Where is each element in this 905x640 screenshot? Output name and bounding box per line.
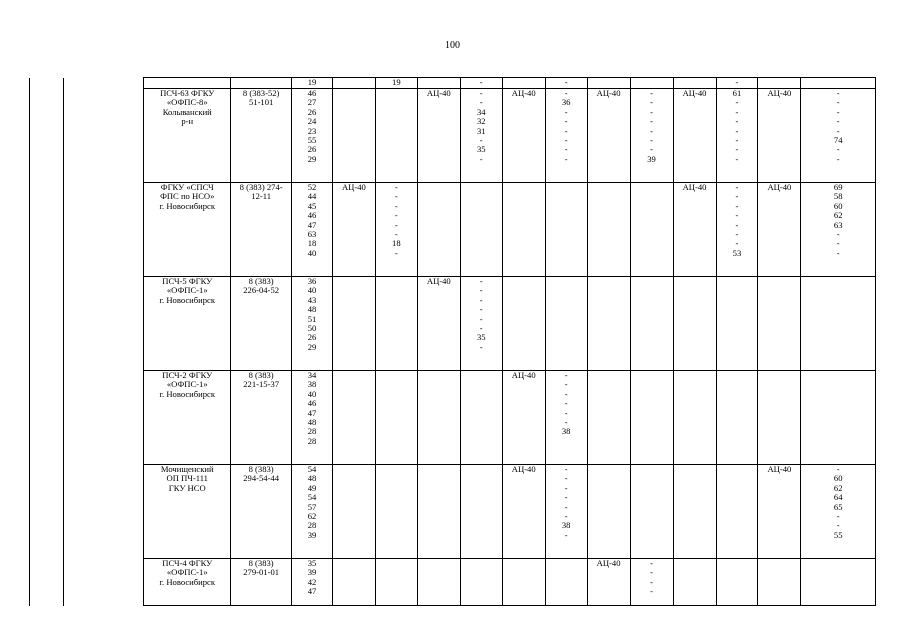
vehicle-cell <box>673 371 716 465</box>
unit-name-cell <box>144 78 231 89</box>
blank-cell <box>63 277 144 371</box>
vehicle-cell: - 36 - - - - - - <box>545 89 587 183</box>
blank-cell <box>63 465 144 559</box>
blank-cell <box>63 559 144 606</box>
vehicle-cell <box>502 559 545 606</box>
vehicle-cell <box>716 559 758 606</box>
vehicle-cell <box>801 371 876 465</box>
vehicle-cell <box>502 78 545 89</box>
vehicle-cell: - - - - - - 35 - <box>460 277 502 371</box>
blank-cell <box>63 78 144 89</box>
vehicle-cell <box>587 183 630 277</box>
vehicle-cell <box>332 559 375 606</box>
vehicle-cell: АЦ-40 <box>673 89 716 183</box>
vehicle-cell: - - - - - 74 - - <box>801 89 876 183</box>
unit-name-cell: ПСЧ-5 ФГКУ «ОФПС-1» г. Новосибирск <box>144 277 231 371</box>
vehicle-cell <box>417 78 460 89</box>
vehicle-cell <box>332 78 375 89</box>
vehicle-cell <box>375 371 417 465</box>
vehicle-cell <box>375 89 417 183</box>
vehicle-cell: - - - - - - - 53 <box>716 183 758 277</box>
distance-cell: 46 27 26 24 23 55 26 29 <box>292 89 333 183</box>
vehicle-cell <box>375 559 417 606</box>
vehicle-cell <box>673 465 716 559</box>
phone-cell: 8 (383) 274- 12-11 <box>231 183 292 277</box>
vehicle-cell: - - - - - - 38 - <box>545 465 587 559</box>
vehicle-cell <box>332 371 375 465</box>
vehicle-cell: АЦ-40 <box>332 183 375 277</box>
vehicle-cell <box>758 277 801 371</box>
vehicle-cell: АЦ-40 <box>502 371 545 465</box>
distance-cell: 36 40 43 48 51 50 26 29 <box>292 277 333 371</box>
vehicle-cell <box>801 277 876 371</box>
vehicle-cell <box>630 465 673 559</box>
table-row <box>30 465 876 559</box>
vehicle-cell: АЦ-40 <box>673 183 716 277</box>
vehicle-cell: АЦ-40 <box>417 89 460 183</box>
vehicle-cell <box>417 465 460 559</box>
vehicle-cell <box>758 78 801 89</box>
vehicle-cell <box>673 559 716 606</box>
vehicle-cell: - - 34 32 31 - 35 - <box>460 89 502 183</box>
vehicle-cell: АЦ-40 <box>417 277 460 371</box>
phone-cell: 8 (383-52) 51-101 <box>231 89 292 183</box>
blank-cell <box>30 89 64 183</box>
vehicle-cell: АЦ-40 <box>758 183 801 277</box>
vehicle-cell <box>758 371 801 465</box>
vehicle-cell: 61 - - - - - - - <box>716 89 758 183</box>
vehicle-cell <box>332 465 375 559</box>
phone-cell: 8 (383) 294-54-44 <box>231 465 292 559</box>
table-row <box>30 183 876 277</box>
vehicle-cell: АЦ-40 <box>502 465 545 559</box>
vehicle-cell: - <box>460 78 502 89</box>
vehicle-cell: - 60 62 64 65 - - 55 <box>801 465 876 559</box>
vehicle-cell <box>587 78 630 89</box>
vehicle-cell: - - - - - - 38 <box>545 371 587 465</box>
vehicle-cell <box>801 78 876 89</box>
vehicle-cell <box>460 559 502 606</box>
unit-name-cell: ПСЧ-2 ФГКУ «ОФПС-1» г. Новосибирск <box>144 371 231 465</box>
vehicle-cell: - <box>716 78 758 89</box>
vehicle-cell: АЦ-40 <box>587 559 630 606</box>
vehicle-cell <box>460 465 502 559</box>
phone-cell: 8 (383) 221-15-37 <box>231 371 292 465</box>
vehicle-cell: АЦ-40 <box>758 465 801 559</box>
vehicle-cell: АЦ-40 <box>502 89 545 183</box>
vehicle-cell <box>630 277 673 371</box>
vehicle-cell <box>417 371 460 465</box>
vehicle-cell <box>545 559 587 606</box>
page-number: 100 <box>445 40 460 51</box>
vehicle-cell <box>673 78 716 89</box>
vehicle-cell <box>502 183 545 277</box>
vehicle-cell: 19 <box>375 78 417 89</box>
vehicle-cell <box>716 371 758 465</box>
vehicle-cell <box>375 465 417 559</box>
unit-name-cell: ПСЧ-4 ФГКУ «ОФПС-1» г. Новосибирск <box>144 559 231 606</box>
vehicle-cell: - - - - <box>630 559 673 606</box>
distance-cell: 34 38 40 46 47 48 28 28 <box>292 371 333 465</box>
vehicle-cell: - - - - - - 18 - <box>375 183 417 277</box>
vehicle-cell <box>630 78 673 89</box>
vehicle-cell: АЦ-40 <box>587 89 630 183</box>
blank-cell <box>30 371 64 465</box>
vehicle-cell <box>502 277 545 371</box>
vehicle-cell <box>587 277 630 371</box>
vehicle-cell <box>417 559 460 606</box>
distance-table <box>29 77 876 606</box>
distance-cell: 35 39 42 47 <box>292 559 333 606</box>
blank-cell <box>30 277 64 371</box>
vehicle-cell <box>587 371 630 465</box>
phone-cell: 8 (383) 226-04-52 <box>231 277 292 371</box>
table-row <box>30 277 876 371</box>
vehicle-cell: АЦ-40 <box>758 89 801 183</box>
table-row <box>30 559 876 606</box>
vehicle-cell <box>375 277 417 371</box>
blank-cell <box>63 89 144 183</box>
vehicle-cell <box>332 277 375 371</box>
vehicle-cell <box>460 371 502 465</box>
vehicle-cell <box>630 371 673 465</box>
vehicle-cell <box>801 559 876 606</box>
table-row <box>30 371 876 465</box>
vehicle-cell: 69 58 60 62 63 - - - <box>801 183 876 277</box>
vehicle-cell: - - - - - - - 39 <box>630 89 673 183</box>
vehicle-cell <box>716 465 758 559</box>
distance-cell: 19 <box>292 78 333 89</box>
distance-cell: 52 44 45 46 47 63 18 40 <box>292 183 333 277</box>
vehicle-cell <box>630 183 673 277</box>
vehicle-cell <box>758 559 801 606</box>
vehicle-cell <box>545 277 587 371</box>
unit-name-cell: Мочищенский ОП ПЧ-111 ГКУ НСО <box>144 465 231 559</box>
vehicle-cell <box>417 183 460 277</box>
table-row <box>30 78 876 89</box>
blank-cell <box>63 183 144 277</box>
blank-cell <box>30 465 64 559</box>
table-row <box>30 89 876 183</box>
phone-cell <box>231 78 292 89</box>
phone-cell: 8 (383) 279-01-01 <box>231 559 292 606</box>
vehicle-cell <box>460 183 502 277</box>
unit-name-cell: ФГКУ «СПСЧ ФПС по НСО» г. Новосибирск <box>144 183 231 277</box>
vehicle-cell <box>716 277 758 371</box>
vehicle-cell <box>545 183 587 277</box>
vehicle-cell <box>332 89 375 183</box>
blank-cell <box>30 183 64 277</box>
vehicle-cell <box>587 465 630 559</box>
vehicle-cell <box>673 277 716 371</box>
blank-cell <box>30 559 64 606</box>
vehicle-cell: - <box>545 78 587 89</box>
unit-name-cell: ПСЧ-63 ФГКУ «ОФПС-8» Колыванский р-н <box>144 89 231 183</box>
blank-cell <box>30 78 64 89</box>
blank-cell <box>63 371 144 465</box>
distance-cell: 54 48 49 54 57 62 28 39 <box>292 465 333 559</box>
